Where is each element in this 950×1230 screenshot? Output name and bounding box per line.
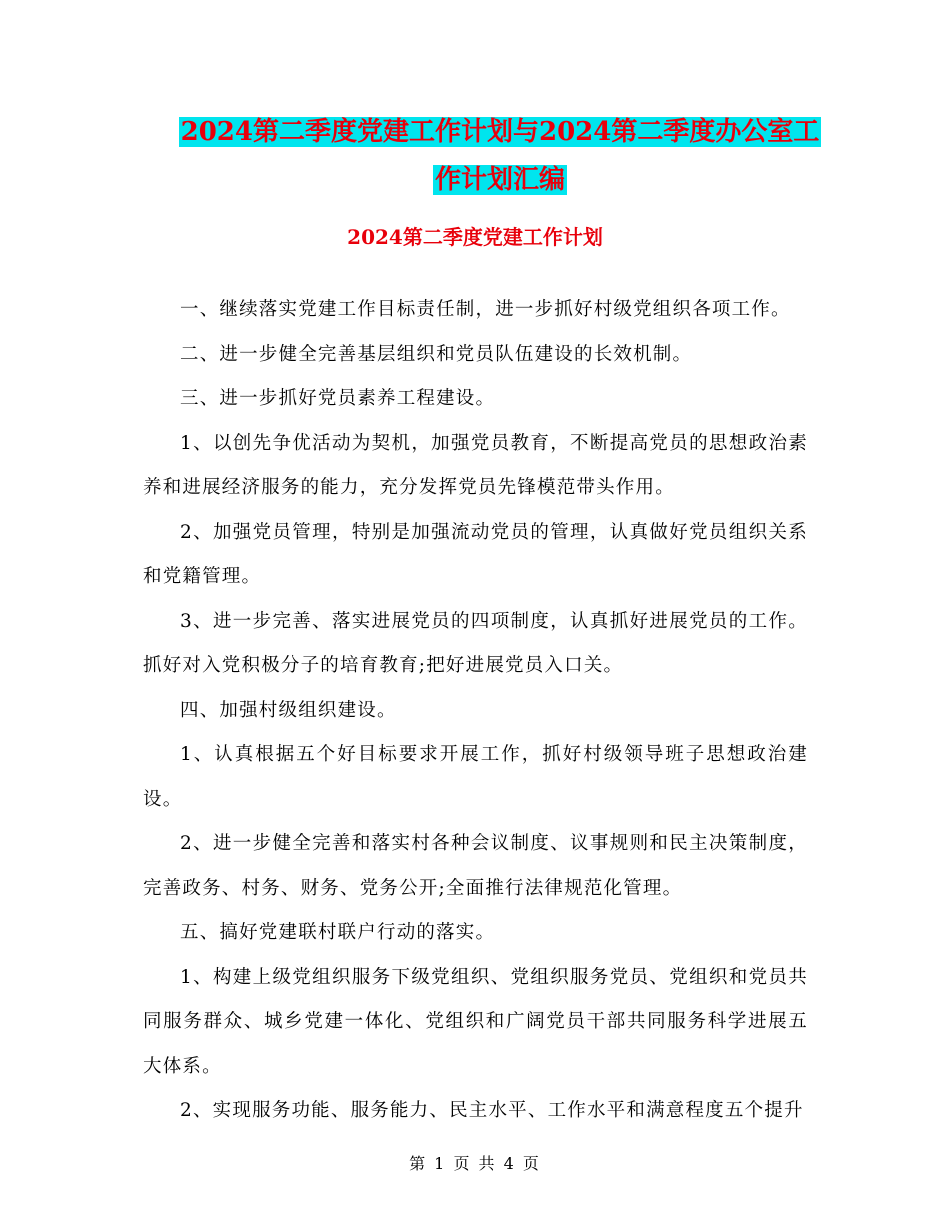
paragraph: 三、进一步抓好党员素养工程建设。 xyxy=(180,388,496,409)
page-number-footer: 第 1 页 共 4 页 xyxy=(409,1154,541,1173)
paragraph: 1、认真根据五个好目标要求开展工作，抓好村级领导班子思想政治建设。 xyxy=(143,744,808,810)
document-title-line-1: 2024第二季度党建工作计划与2024第二季度办公室工 xyxy=(180,117,820,147)
paragraph: 二、进一步健全完善基层组织和党员队伍建设的长效机制。 xyxy=(180,343,693,365)
paragraph: 1、构建上级党组织服务下级党组织、党组织服务党员、党组织和党员共同服务群众、城乡党建一体化、党组织和广阔党员干部共同服务科学进展五大体系。 xyxy=(143,966,808,1077)
paragraph: 2、实现服务功能、服务能力、民主水平、工作水平和满意程度五个提升 xyxy=(180,1100,804,1121)
document-title xyxy=(140,108,860,204)
paragraph: 2、加强党员管理，特别是加强流动党员的管理，认真做好党员组织关系和党籍管理。 xyxy=(143,521,808,587)
paragraph: 五、搞好党建联村联户行动的落实。 xyxy=(180,922,496,943)
document-body xyxy=(143,288,808,1134)
paragraph: 1、以创先争优活动为契机，加强党员教育，不断提高党员的思想政治素养和进展经济服务的能力，充分发挥党员先锋模范带头作用。 xyxy=(143,432,808,498)
document-title-line-2: 作计划汇编 xyxy=(434,165,565,195)
paragraph: 一、继续落实党建工作目标责任制，进一步抓好村级党组织各项工作。 xyxy=(180,299,791,320)
paragraph: 2、进一步健全完善和落实村各种会议制度、议事规则和民主决策制度，完善政务、村务、财务、党务公开;全面推行法律规范化管理。 xyxy=(143,833,808,899)
paragraph: 四、加强村级组织建设。 xyxy=(180,699,397,721)
section-title: 2024第二季度党建工作计划 xyxy=(347,225,603,249)
paragraph: 3、进一步完善、落实进展党员的四项制度，认真抓好进展党员的工作。抓好对入党积极分子的培育教育;把好进展党员入口关。 xyxy=(143,610,808,676)
